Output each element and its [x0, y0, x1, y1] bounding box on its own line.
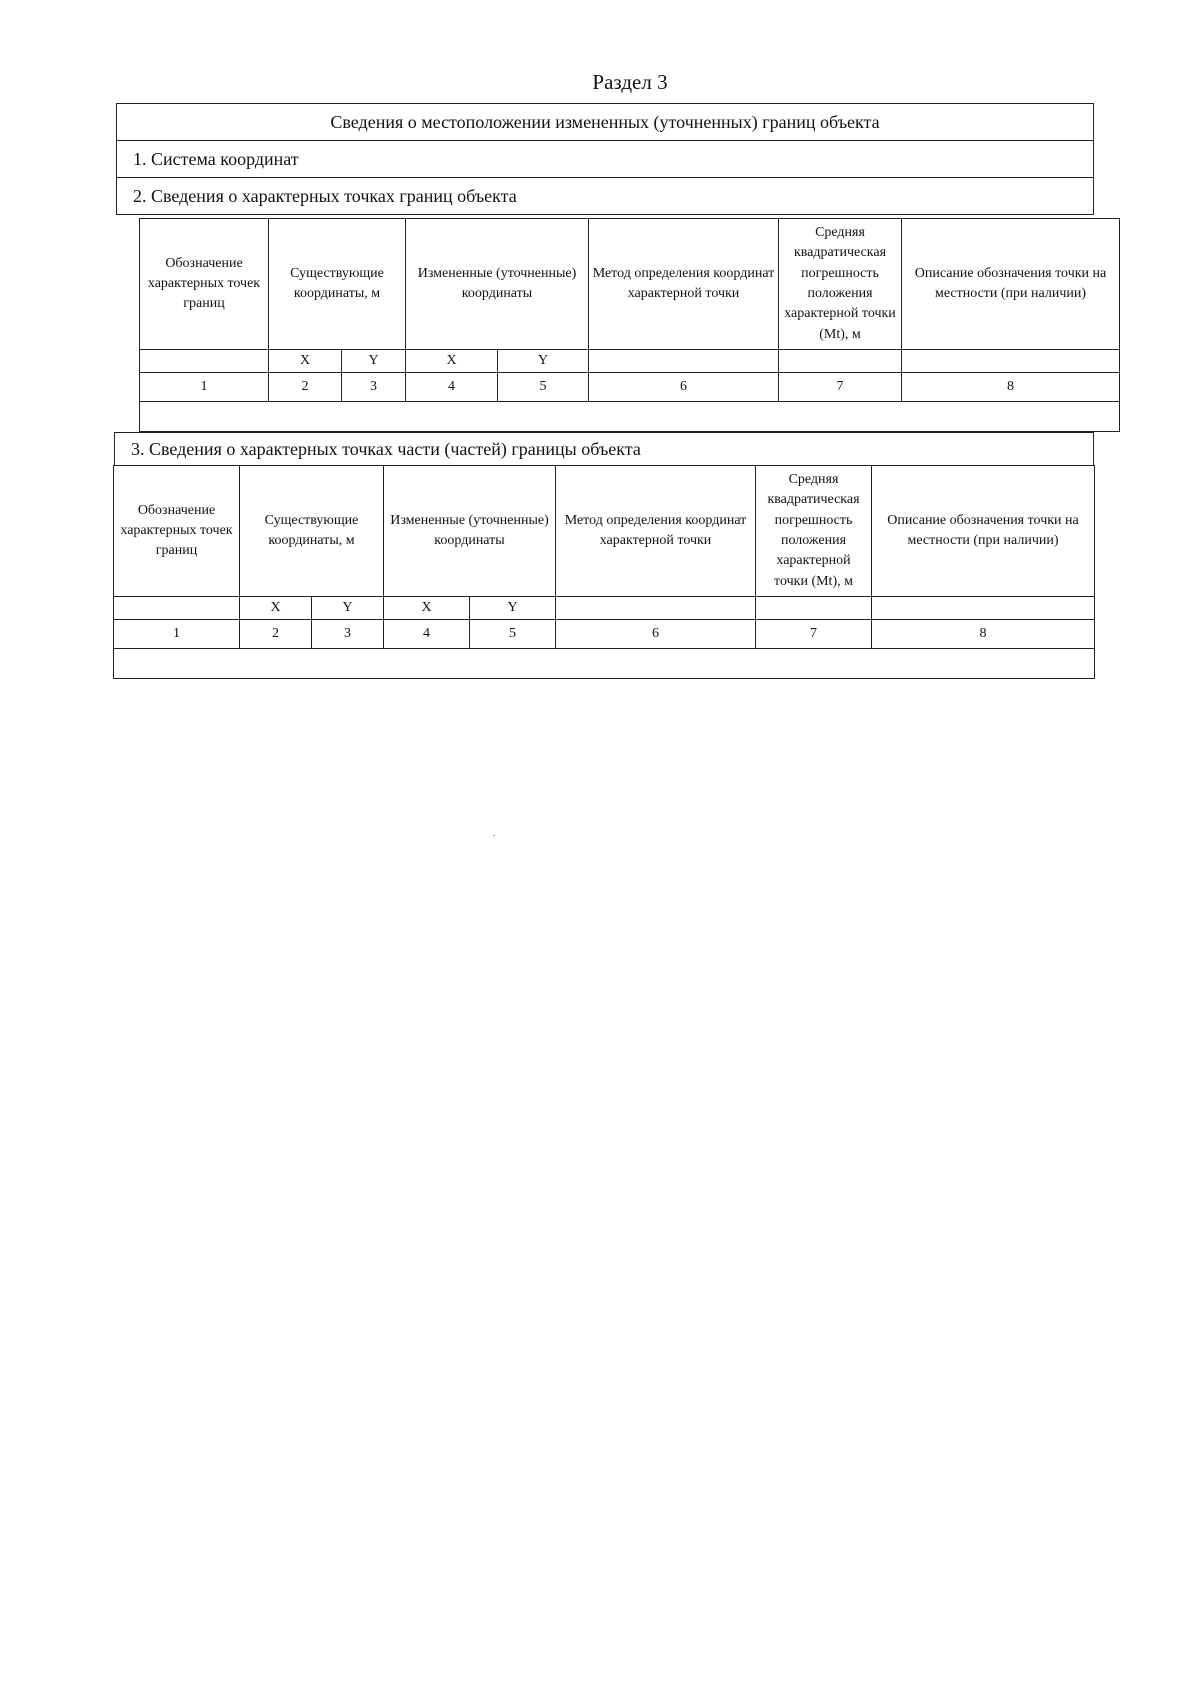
table-xy-row — [140, 350, 1120, 373]
empty-cell — [114, 649, 1095, 679]
column-number: 6 — [589, 373, 779, 402]
table-empty-row — [114, 649, 1095, 679]
table-number-row — [114, 620, 1095, 649]
xy-empty-cell — [779, 350, 902, 373]
table-xy-row — [114, 597, 1095, 620]
scan-speck — [493, 835, 495, 836]
part-boundary-points-table — [113, 465, 1095, 679]
table-header-row — [114, 466, 1095, 597]
coordinate-system-row: 1. Система координат — [116, 140, 1094, 178]
xy-empty-cell — [756, 597, 872, 620]
xy-empty-cell — [589, 350, 779, 373]
column-number: 8 — [872, 620, 1095, 649]
y-label: Y — [470, 597, 556, 620]
column-number: 4 — [384, 620, 470, 649]
section-title: Раздел 3 — [592, 70, 668, 94]
header-designation: Обозначение характерных точек границ — [140, 219, 269, 350]
x-label: X — [406, 350, 498, 373]
table-number-row — [140, 373, 1120, 402]
empty-cell — [140, 402, 1120, 432]
header-changed-coordinates: Измененные (уточненные) координаты — [406, 219, 589, 350]
column-number: 2 — [269, 373, 342, 402]
header-changed-coordinates: Измененные (уточненные) координаты — [384, 466, 556, 597]
column-number: 3 — [342, 373, 406, 402]
header-method: Метод определения координат характерной точки — [556, 466, 756, 597]
xy-empty-cell — [114, 597, 240, 620]
x-label: X — [384, 597, 470, 620]
column-number: 1 — [114, 620, 240, 649]
boundary-points-heading: 2. Сведения о характерных точках границ объекта — [116, 177, 1094, 215]
xy-empty-cell — [140, 350, 269, 373]
y-label: Y — [312, 597, 384, 620]
table-header-row — [140, 219, 1120, 350]
xy-empty-cell — [872, 597, 1095, 620]
header-error: Средняя квадратическая погрешность положения характерной точки (Mt), м — [779, 219, 902, 350]
header-description: Описание обозначения точки на местности (при наличии) — [872, 466, 1095, 597]
header-description: Описание обозначения точки на местности (при наличии) — [902, 219, 1120, 350]
header-existing-coordinates: Существующие координаты, м — [269, 219, 406, 350]
column-number: 3 — [312, 620, 384, 649]
x-label: X — [240, 597, 312, 620]
xy-empty-cell — [902, 350, 1120, 373]
column-number: 5 — [498, 373, 589, 402]
main-heading: Сведения о местоположении измененных (уточненных) границ объекта — [116, 103, 1094, 141]
header-existing-coordinates: Существующие координаты, м — [240, 466, 384, 597]
column-number: 6 — [556, 620, 756, 649]
column-number: 5 — [470, 620, 556, 649]
column-number: 4 — [406, 373, 498, 402]
x-label: X — [269, 350, 342, 373]
header-error: Средняя квадратическая погрешность положения характерной точки (Mt), м — [756, 466, 872, 597]
table-empty-row — [140, 402, 1120, 432]
column-number: 1 — [140, 373, 269, 402]
header-designation: Обозначение характерных точек границ — [114, 466, 240, 597]
xy-empty-cell — [556, 597, 756, 620]
y-label: Y — [342, 350, 406, 373]
y-label: Y — [498, 350, 589, 373]
header-method: Метод определения координат характерной точки — [589, 219, 779, 350]
part-boundary-points-heading: 3. Сведения о характерных точках части (частей) границы объекта — [114, 432, 1094, 466]
column-number: 7 — [756, 620, 872, 649]
boundary-points-table — [139, 218, 1120, 432]
column-number: 8 — [902, 373, 1120, 402]
column-number: 7 — [779, 373, 902, 402]
column-number: 2 — [240, 620, 312, 649]
